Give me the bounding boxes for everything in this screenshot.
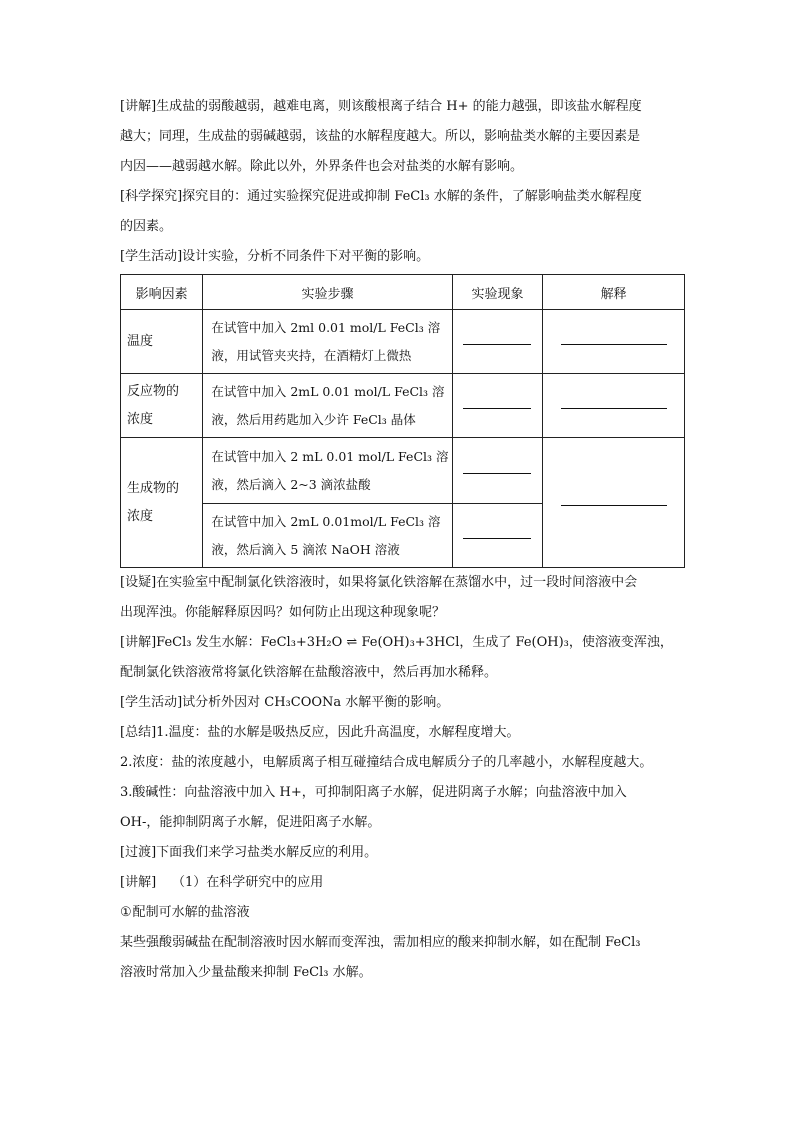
paragraph-line	[120, 898, 685, 928]
answer-line	[463, 537, 531, 539]
observation-blank[interactable]	[452, 310, 543, 374]
paragraph-line: [讲解]生成盐的弱酸越弱，越难电离，则该酸根离子结合 H+ 的能力越强，即该盐水解程度	[120, 99, 642, 114]
answer-line	[463, 343, 531, 345]
answer-line	[561, 407, 667, 409]
table-row	[121, 438, 685, 504]
factor-line: 反应物的	[127, 383, 180, 399]
lecture-label: [讲解]	[120, 875, 157, 890]
experiment-table	[120, 274, 685, 568]
factor-cell	[121, 438, 203, 568]
observation-blank[interactable]	[452, 504, 543, 568]
answer-line	[561, 504, 667, 506]
steps-cell	[203, 310, 452, 374]
paragraph-line: [过渡]下面我们来学习盐类水解反应的利用。	[120, 845, 378, 860]
explanation-blank[interactable]	[543, 310, 685, 374]
paragraph-line: 内因——越弱越水解。除此以外，外界条件也会对盐类的水解有影响。	[120, 159, 524, 174]
table-row	[121, 374, 685, 438]
table-header-cell: 影响因素	[121, 275, 203, 310]
steps-line: 在试管中加入 2mL 0.01mol/L FeCl₃ 溶	[211, 513, 441, 529]
paragraph-line: 某些强酸弱碱盐在配制溶液时因水解而变浑浊，需加相应的酸来抑制水解，如在配制 FeCl₃	[120, 935, 641, 950]
paragraph-line: 出现浑浊。你能解释原因吗？如何防止出现这种现象呢？	[120, 605, 446, 620]
table-header-cell: 实验现象	[452, 275, 543, 310]
paragraph-line: 2.浓度：盐的浓度越小，电解质离子相互碰撞结合成电解质分子的几率越小，水解程度越大。	[120, 755, 653, 770]
paragraph-line: 溶液时常加入少量盐酸来抑制 FeCl₃ 水解。	[120, 965, 372, 980]
answer-line	[561, 343, 667, 345]
explanation-blank[interactable]	[543, 374, 685, 438]
table-header-row	[121, 275, 685, 310]
paragraph-line: 3.酸碱性：向盐溶液中加入 H+，可抑制阳离子水解，促进阴离子水解；向盐溶液中加入	[120, 785, 627, 800]
paragraph-line: [学生活动]设计实验，分析不同条件下对平衡的影响。	[120, 249, 430, 264]
steps-line: 液，用试管夹夹持，在酒精灯上微热	[211, 347, 412, 363]
steps-cell	[203, 438, 452, 504]
factor-line: 浓度	[127, 508, 154, 524]
steps-line: 液，然后滴入 2~3 滴浓盐酸	[211, 476, 371, 492]
answer-line	[463, 472, 531, 474]
paragraph-line: OH-，能抑制阴离子水解，促进阳离子水解。	[120, 815, 381, 830]
paragraph-line: [学生活动]试分析外因对 CH₃COONa 水解平衡的影响。	[120, 695, 450, 710]
table-header-cell: 解释	[543, 275, 685, 310]
steps-line: 液，然后用药匙加入少许 FeCl₃ 晶体	[211, 411, 416, 427]
item-title: 配制可水解的盐溶液	[132, 905, 250, 920]
factor-line: 浓度	[127, 411, 154, 427]
steps-line: 在试管中加入 2 mL 0.01 mol/L FeCl₃ 溶	[211, 448, 449, 464]
paragraph-line: 配制氯化铁溶液常将氯化铁溶解在盐酸溶液中，然后再加水稀释。	[120, 665, 498, 680]
paragraph-line	[120, 868, 685, 898]
steps-line: 液，然后滴入 5 滴浓 NaOH 溶液	[211, 541, 400, 557]
table-header-cell: 实验步骤	[203, 275, 452, 310]
factor-cell: 温度	[121, 310, 203, 374]
paragraph-line: [讲解]FeCl₃ 发生水解：FeCl₃+3H₂O ⇌ Fe(OH)₃+3HCl，生成了 Fe(OH)₃，使溶液变浑浊，	[120, 635, 673, 650]
paragraph-line: [总结]1.温度：盐的水解是吸热反应，因此升高温度，水解程度增大。	[120, 725, 520, 740]
answer-line	[463, 407, 531, 409]
observation-blank[interactable]	[452, 374, 543, 438]
explanation-blank[interactable]	[543, 438, 685, 568]
steps-line: 在试管中加入 2mL 0.01 mol/L FeCl₃ 溶	[211, 383, 445, 399]
steps-cell	[203, 374, 452, 438]
document-page	[120, 92, 685, 988]
paragraph-line: 越大；同理，生成盐的弱碱越弱，该盐的水解程度越大。所以，影响盐类水解的主要因素是	[120, 129, 641, 144]
lecture-text: （1）在科学研究中的应用	[172, 875, 324, 890]
observation-blank[interactable]	[452, 438, 543, 504]
paragraph-line: 的因素。	[120, 219, 173, 234]
factor-line: 生成物的	[127, 480, 180, 496]
steps-cell	[203, 504, 452, 568]
paragraph-line: [科学探究]探究目的：通过实验探究促进或抑制 FeCl₃ 水解的条件，了解影响盐类水解程度	[120, 189, 642, 204]
circled-number: ①	[120, 905, 132, 920]
factor-cell	[121, 374, 203, 438]
steps-line: 在试管中加入 2ml 0.01 mol/L FeCl₃ 溶	[211, 319, 441, 335]
table-row	[121, 310, 685, 374]
paragraph-line: [设疑]在实验室中配制氯化铁溶液时，如果将氯化铁溶解在蒸馏水中，过一段时间溶液中会	[120, 575, 638, 590]
